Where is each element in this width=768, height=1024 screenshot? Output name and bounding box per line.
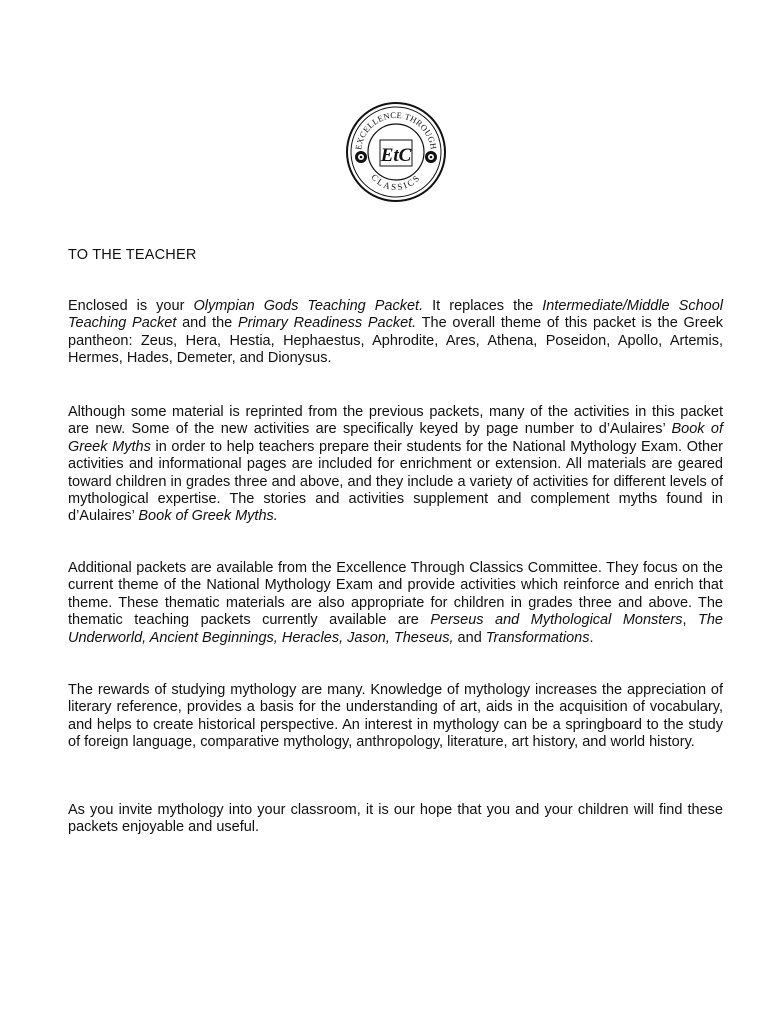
seal-graphic bbox=[345, 101, 447, 203]
text-run: It replaces the bbox=[423, 298, 543, 314]
monogram-text: EtC bbox=[380, 145, 412, 166]
text-run: The overall theme of this packet is the Greek pantheon: Zeus, Hera, Hestia, Hephaestus, Aphrodite, Ares, Athena, Poseidon, Apollo, Artemis, Hermes, Hades, Demeter, and Dionysus. bbox=[68, 315, 724, 367]
text-run: Additional packets are available from the Excellence Through Classics Committee. They focus on the current theme of the National Mythology Exam and provide activities which reinforce and enrich that theme. These thematic materials are also appropriate for children in grades three and above. The thematic teaching packets currently available are bbox=[68, 560, 723, 629]
title-perseus: Perseus and Mythological Monsters bbox=[430, 612, 683, 629]
excellence-through-classics-seal bbox=[345, 101, 447, 203]
paragraph-closing: As you invite mythology into your classroom, it is our hope that you and your children will find these packets enjoyable and useful. bbox=[68, 802, 723, 836]
title-book-of-greek-myths: Book of Greek Myths bbox=[68, 421, 724, 455]
title-transformations: Transformations bbox=[485, 629, 590, 646]
title-olympian-gods: Olympian Gods Teaching Packet. bbox=[193, 298, 424, 314]
paragraph-intro bbox=[68, 298, 723, 368]
right-rosette-icon bbox=[425, 151, 437, 163]
page-title: TO THE TEACHER bbox=[68, 247, 197, 263]
text-run: and the bbox=[176, 315, 238, 332]
title-primary-packet: Primary Readiness Packet. bbox=[237, 315, 417, 332]
title-book-of-greek-myths: Book of Greek Myths. bbox=[138, 508, 278, 525]
text-run: and bbox=[453, 629, 486, 646]
paragraph-rewards: The rewards of studying mythology are many. Knowledge of mythology increases the appreciation of literary reference, provides a basis for the understanding of art, aids in the acquisition of vocabulary, and helps to create historical perspective. An interest in mythology can be a springboard to the study of foreign language, comparative mythology, anthropology, literature, art history, and world history. bbox=[68, 682, 723, 751]
title-intermediate-packet: Intermediate/Middle School Teaching Packet bbox=[68, 298, 723, 332]
text-run: Enclosed is your bbox=[68, 298, 194, 314]
seal-bottom-text: CLASSICS bbox=[369, 171, 423, 193]
seal-top-text: EXCELLENCE THROUGH bbox=[353, 109, 439, 151]
left-rosette-icon bbox=[355, 151, 367, 163]
text-run: . bbox=[589, 629, 594, 646]
paragraph-additional-packets bbox=[68, 560, 723, 647]
title-packet-list: The Underworld, Ancient Beginnings, Heracles, Jason, Theseus, bbox=[68, 612, 723, 646]
paragraph-materials bbox=[68, 404, 723, 526]
text-run: , bbox=[682, 612, 698, 629]
text-run: Although some material is reprinted from the previous packets, many of the activities in this packet are new. Some of the new activities are specifically keyed by page number to d’Aulaires’ bbox=[68, 404, 723, 438]
text-run: in order to help teachers prepare their students for the National Mythology Exam. Other activities and informational pages are included for enrichment or extension. All materials are geared toward children in grades three and above, and they include a variety of activities for different levels of mythological expertise. The stories and activities supplement and complement myths found in d’Aulaires’ bbox=[68, 438, 723, 525]
